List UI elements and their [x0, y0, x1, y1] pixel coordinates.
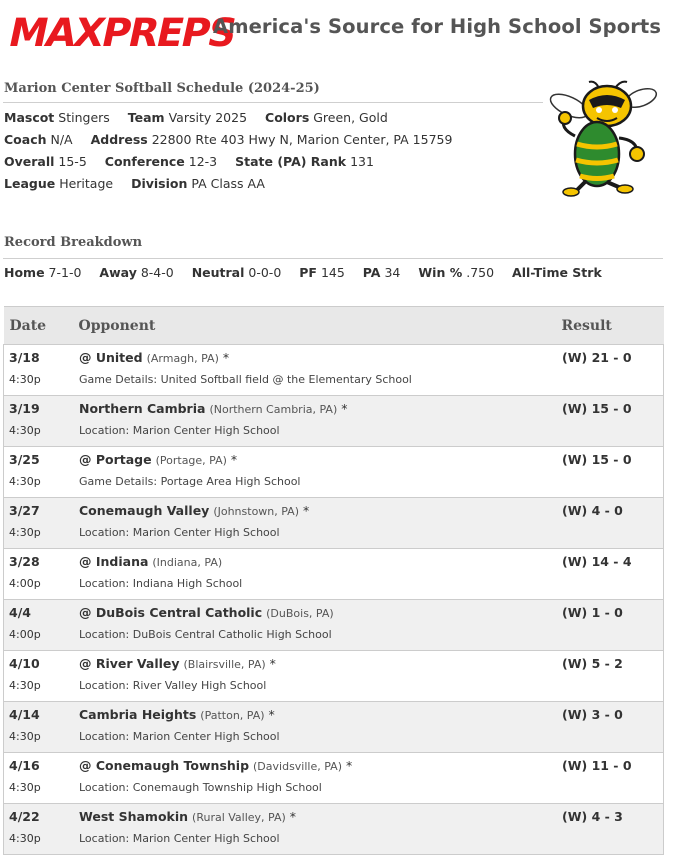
game-time: 4:30p: [9, 424, 41, 437]
mascot-label: Mascot: [4, 110, 55, 125]
game-opponent[interactable]: [79, 605, 334, 620]
table-cell: [4, 447, 664, 498]
game-result[interactable]: (W) 11 - 0: [562, 758, 632, 773]
opponent-name[interactable]: @ Conemaugh Township: [79, 758, 250, 773]
game-details: Location: Marion Center High School: [79, 832, 280, 845]
table-cell: [4, 345, 664, 396]
game-cell: [4, 447, 663, 497]
rank-value: 131: [350, 154, 374, 169]
table-cell: [4, 753, 664, 804]
overall-value: 15-5: [58, 154, 87, 169]
table-cell: [4, 498, 664, 549]
coach-label: Coach: [4, 132, 47, 147]
winpct-label: Win %: [418, 265, 463, 280]
col-date: Date: [9, 318, 47, 334]
neutral-label: Neutral: [191, 265, 245, 280]
division-label: Division: [131, 176, 188, 191]
game-time: 4:30p: [9, 475, 41, 488]
table-row[interactable]: [4, 447, 664, 498]
game-result[interactable]: (W) 14 - 4: [562, 554, 632, 569]
opponent-location: (Johnstown, PA): [213, 505, 300, 518]
team-label: Team: [127, 110, 165, 125]
game-details: Game Details: United Softball field @ the Elementary School: [79, 373, 412, 386]
away-label: Away: [99, 265, 137, 280]
game-cell: [4, 651, 663, 701]
colors-value: Green, Gold: [313, 110, 388, 125]
maxpreps-logo[interactable]: [2, 2, 240, 56]
opponent-location: (Rural Valley, PA): [192, 811, 286, 824]
schedule-table: [3, 306, 664, 855]
table-row[interactable]: [4, 651, 664, 702]
game-date: 4/14: [9, 707, 40, 722]
coach-value: N/A: [50, 132, 73, 147]
opponent-name[interactable]: Northern Cambria: [79, 401, 206, 416]
table-row[interactable]: [4, 600, 664, 651]
game-result[interactable]: (W) 5 - 2: [562, 656, 623, 671]
game-opponent[interactable]: [79, 350, 229, 365]
game-details: Location: River Valley High School: [79, 679, 267, 692]
opponent-location: (DuBois, PA): [266, 607, 334, 620]
game-result[interactable]: (W) 4 - 3: [562, 809, 623, 824]
game-date: 4/16: [9, 758, 40, 773]
game-opponent[interactable]: [79, 707, 275, 722]
division-value: PA Class AA: [191, 176, 265, 191]
info-row-3: [4, 154, 388, 169]
table-row[interactable]: [4, 396, 664, 447]
league-game-star: *: [345, 758, 353, 773]
opponent-location: (Blairsville, PA): [183, 658, 266, 671]
game-date: 3/25: [9, 452, 40, 467]
league-value: Heritage: [59, 176, 114, 191]
opponent-name[interactable]: @ DuBois Central Catholic: [79, 605, 263, 620]
info-row-1: [4, 110, 402, 125]
game-time: 4:30p: [9, 373, 41, 386]
game-time: 4:30p: [9, 526, 41, 539]
pf-value: 145: [320, 265, 345, 280]
game-details: Location: Indiana High School: [79, 577, 243, 590]
record-breakdown-row: [4, 265, 602, 280]
conference-label: Conference: [104, 154, 185, 169]
game-date: 3/28: [9, 554, 40, 569]
league-game-star: *: [303, 503, 310, 518]
opponent-name[interactable]: Conemaugh Valley: [79, 503, 210, 518]
opponent-location: (Armagh, PA): [146, 352, 219, 365]
game-cell: [4, 498, 663, 548]
game-result[interactable]: (W) 1 - 0: [562, 605, 623, 620]
opponent-name[interactable]: @ Portage: [79, 452, 152, 467]
league-game-star: *: [230, 452, 238, 467]
game-result[interactable]: (W) 4 - 0: [562, 503, 623, 518]
opponent-name[interactable]: Cambria Heights: [79, 707, 197, 722]
game-result[interactable]: (W) 15 - 0: [562, 452, 632, 467]
league-game-star: *: [268, 707, 275, 722]
game-time: 4:30p: [9, 781, 41, 794]
opponent-location: (Portage, PA): [155, 454, 227, 467]
game-result[interactable]: (W) 15 - 0: [562, 401, 632, 416]
game-cell: [4, 600, 663, 650]
schedule-title: Marion Center Softball Schedule (2024-25): [4, 81, 320, 96]
opponent-name[interactable]: West Shamokin: [79, 809, 189, 824]
game-time: 4:00p: [9, 628, 41, 641]
table-header: [4, 307, 664, 345]
mascot-value: Stingers: [58, 110, 110, 125]
neutral-value: 0-0-0: [248, 265, 282, 280]
game-date: 4/4: [9, 605, 31, 620]
game-cell: [4, 702, 663, 752]
col-opponent: Opponent: [78, 318, 156, 334]
info-row-2: [4, 132, 466, 147]
league-game-star: *: [289, 809, 297, 824]
games-body: [4, 345, 664, 855]
game-cell: [4, 804, 663, 854]
streak-label: All-Time Strk: [512, 265, 602, 280]
table-row[interactable]: [4, 549, 664, 600]
table-cell: [4, 600, 664, 651]
table-header-cell: [4, 307, 664, 345]
game-opponent[interactable]: [79, 452, 237, 467]
game-cell: [4, 549, 663, 599]
game-date: 4/22: [9, 809, 40, 824]
game-details: Location: Marion Center High School: [79, 730, 280, 743]
game-details: Location: Marion Center High School: [79, 424, 280, 437]
opponent-location: (Patton, PA): [200, 709, 265, 722]
pa-value: 34: [384, 265, 401, 280]
address-label: Address: [90, 132, 148, 147]
team-value: Varsity 2025: [168, 110, 248, 125]
conference-value: 12-3: [188, 154, 218, 169]
opponent-location: (Northern Cambria, PA): [209, 403, 338, 416]
opponent-name[interactable]: @ United: [79, 350, 143, 365]
game-details: Location: Conemaugh Township High School: [79, 781, 322, 794]
game-result[interactable]: (W) 3 - 0: [562, 707, 623, 722]
logo-wordmark: MAXPREPS: [4, 10, 240, 56]
address-value: 22800 Rte 403 Hwy N, Marion Center, PA 15759: [151, 132, 453, 147]
game-result[interactable]: (W) 21 - 0: [562, 350, 632, 365]
game-details: Game Details: Portage Area High School: [79, 475, 301, 488]
game-details: Location: DuBois Central Catholic High School: [79, 628, 332, 641]
game-cell: [4, 396, 663, 446]
game-opponent[interactable]: [79, 809, 296, 824]
header: [0, 0, 680, 60]
league-label: League: [4, 176, 56, 191]
table-row[interactable]: [4, 753, 664, 804]
winpct-value: .750: [466, 265, 495, 280]
league-game-star: *: [269, 656, 276, 671]
game-date: 4/10: [9, 656, 40, 671]
game-opponent[interactable]: [79, 554, 222, 569]
league-game-star: *: [222, 350, 230, 365]
game-date: 3/18: [9, 350, 40, 365]
table-cell: [4, 549, 664, 600]
away-value: 8-4-0: [140, 265, 174, 280]
hornet-mascot-logo: [545, 78, 663, 198]
table-cell: [4, 804, 664, 855]
col-result: Result: [561, 318, 612, 334]
rank-label: State (PA) Rank: [235, 154, 347, 169]
game-opponent[interactable]: [79, 503, 309, 518]
record-breakdown-title: Record Breakdown: [4, 235, 143, 250]
colors-label: Colors: [265, 110, 310, 125]
league-game-star: *: [341, 401, 348, 416]
opponent-name[interactable]: @ Indiana: [79, 554, 149, 569]
overall-label: Overall: [4, 154, 55, 169]
game-time: 4:30p: [9, 679, 41, 692]
opponent-name[interactable]: @ River Valley: [79, 656, 180, 671]
game-date: 3/19: [9, 401, 40, 416]
table-row[interactable]: [4, 498, 664, 549]
game-time: 4:30p: [9, 730, 41, 743]
opponent-location: (Davidsville, PA): [253, 760, 342, 773]
opponent-location: (Indiana, PA): [152, 556, 223, 569]
table-cell: [4, 396, 664, 447]
tagline: America's Source for High School Sports: [213, 15, 662, 38]
pf-label: PF: [299, 265, 317, 280]
game-date: 3/27: [9, 503, 40, 518]
game-opponent[interactable]: [79, 758, 352, 773]
table-row[interactable]: [4, 804, 664, 855]
table-cell: [4, 651, 664, 702]
home-value: 7-1-0: [48, 265, 82, 280]
info-row-4: [4, 176, 279, 191]
game-details: Location: Marion Center High School: [79, 526, 280, 539]
divider: [3, 102, 543, 103]
game-cell: [4, 753, 663, 803]
table-row[interactable]: [4, 702, 664, 753]
game-time: 4:30p: [9, 832, 41, 845]
pa-label: PA: [362, 265, 381, 280]
game-opponent[interactable]: [79, 656, 276, 671]
table-row[interactable]: [4, 345, 664, 396]
table-cell: [4, 702, 664, 753]
home-label: Home: [4, 265, 45, 280]
divider: [3, 258, 663, 259]
game-time: 4:00p: [9, 577, 41, 590]
game-cell: [4, 345, 663, 395]
game-opponent[interactable]: [79, 401, 347, 416]
